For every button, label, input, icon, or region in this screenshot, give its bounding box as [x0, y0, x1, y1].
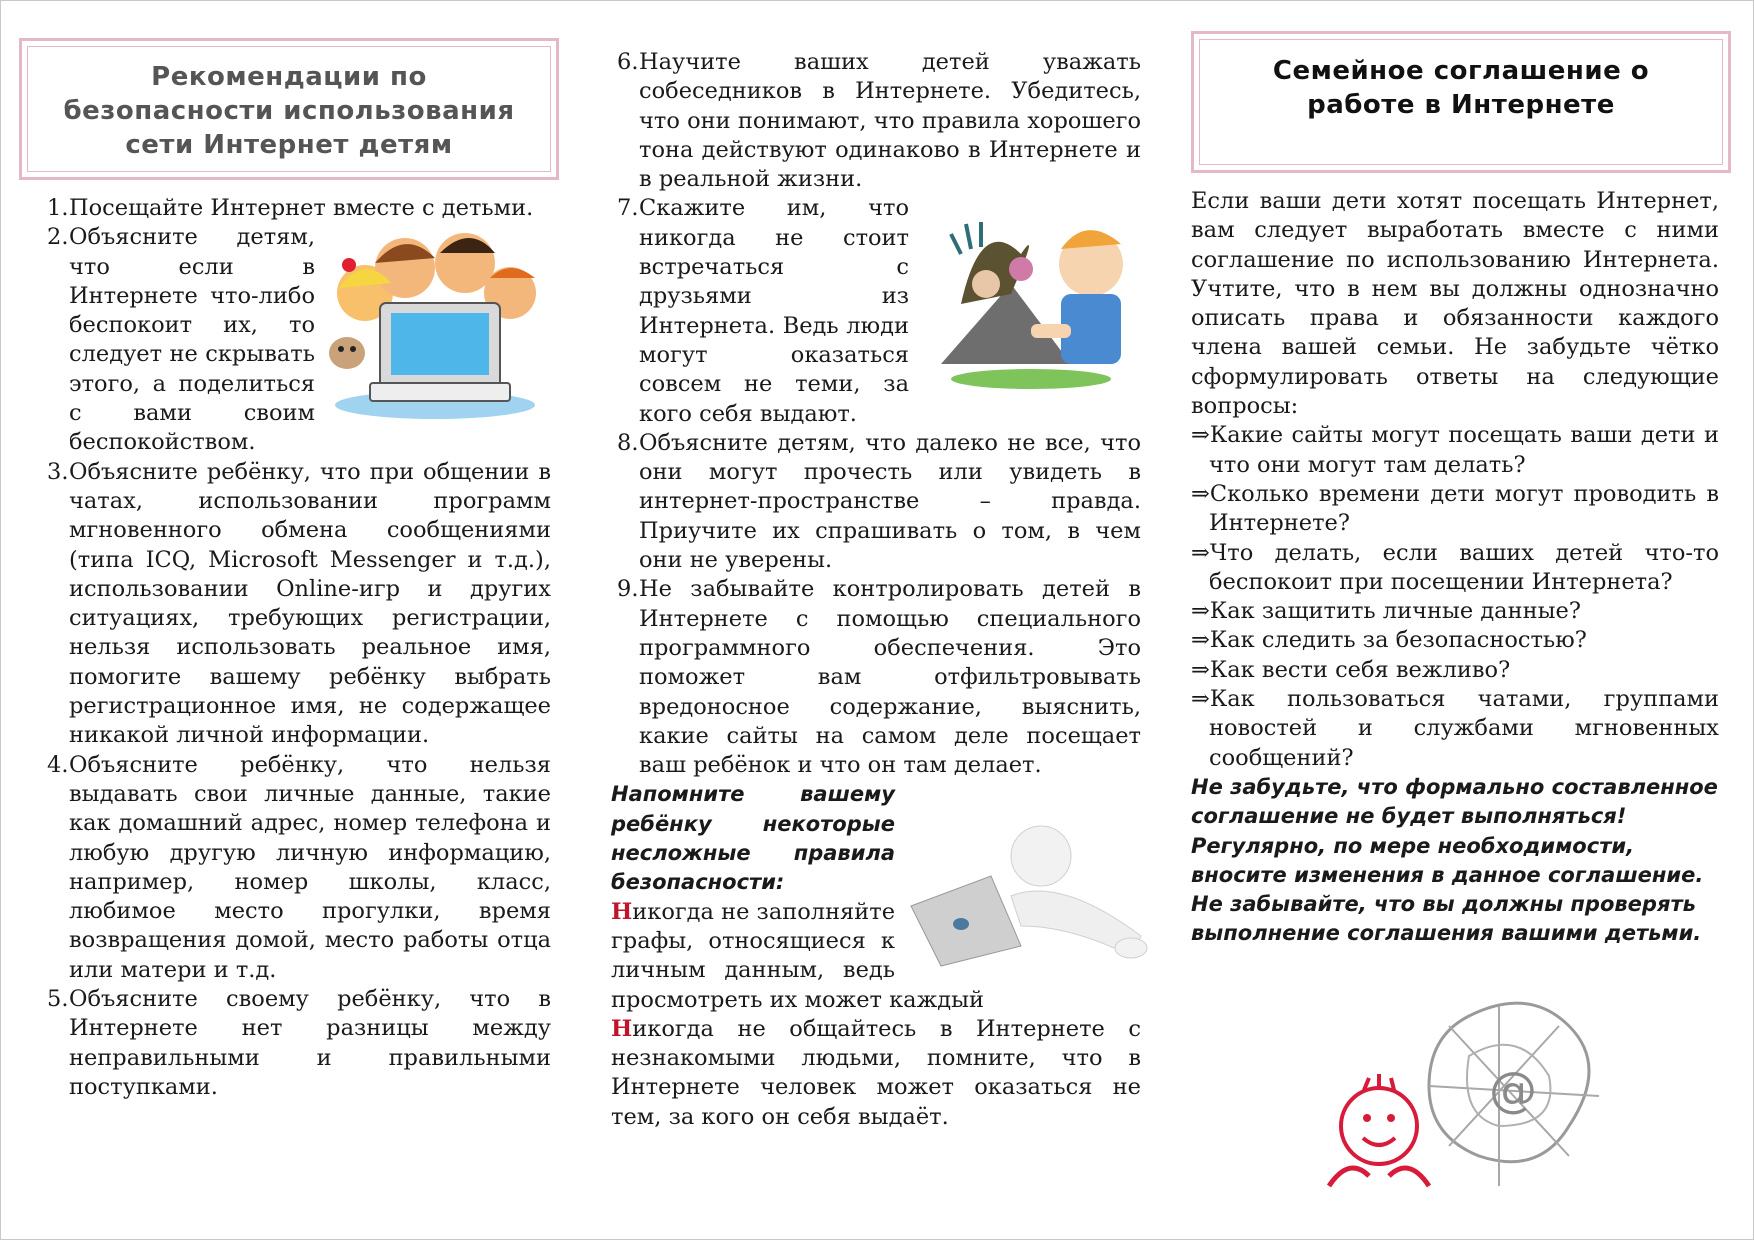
left-item-2: 2. Объясните детям, что если в Интернете что-либо беспокоит их, то следует не скрывать этого, а поделиться с вами своим беспокойством.: [41, 223, 551, 457]
left-item-3: 3. Объясните ребёнку, что при общении в чатах, использовании программ мгновенного обмена сообщениями (типа ICQ, Microsoft Messenger и т.д.), использовании Online-игр и других ситуациях, требующих регистрации, нельзя использовать реальное имя, помогите вашему ребёнку выбрать регистрационное имя, не содержащее никакой личной информации.: [47, 458, 551, 749]
right-column: [1191, 187, 1719, 949]
left-title-frame: [19, 38, 559, 180]
kids-computer-illustration: [325, 223, 547, 423]
question-item: ⇒Какие сайты могут посещать ваши дети и что они могут там делать?: [1191, 422, 1719, 478]
question-item: ⇒Что делать, если ваших детей что-то беспокоит при посещении Интернета?: [1191, 539, 1719, 595]
left-title: Рекомендации по безопасности использования сети Интернет детям: [63, 62, 515, 160]
rule-1-initial: Н: [611, 898, 633, 925]
right-intro: Если ваши дети хотят посещать Интернет, вам следует выработать вместе с ними соглашение по использованию Интернета. Учтите, что в нем вы должны однозначно описать права и обязанности каждого члена вашей семьи. Не забудьте чётко сформулировать ответы на следующие вопросы:: [1191, 188, 1719, 420]
right-title-frame: [1191, 31, 1731, 173]
question-item: ⇒Как пользоваться чатами, группами новостей и службами мгновенных сообщений?: [1191, 686, 1719, 771]
arrow-icon: ⇒: [1191, 656, 1210, 683]
middle-column: [611, 48, 1141, 1132]
closing-note: Не забудьте, что формально составленное соглашение не будет выполняться! Регулярно, по мере необходимости, вносите изменения в данное соглашение. Не забывайте, что вы должны проверять выполнение соглашения вашими детьми.: [1191, 774, 1718, 946]
question-item: ⇒Как вести себя вежливо?: [1191, 656, 1511, 683]
arrow-icon: ⇒: [1191, 422, 1210, 449]
figure-laptop-illustration: [901, 816, 1151, 976]
middle-item-6: 6. Научите ваших детей уважать собеседников в Интернете. Убедитесь, что они понимают, что правила хорошего тона действуют одинаково в Интернете и в реальной жизни.: [617, 49, 1141, 193]
left-item-5: 5. Объясните своему ребёнку, что в Интернете нет разницы между неправильными и правильными поступками.: [47, 986, 551, 1100]
boy-laptop-monsters-illustration: [921, 194, 1141, 394]
arrow-icon: ⇒: [1191, 627, 1210, 654]
arrow-icon: ⇒: [1191, 539, 1210, 566]
middle-item-9: 9. Не забывайте контролировать детей в Интернете с помощью специального программного обеспечения. Это поможет вам отфильтровывать вредоносное содержание, выяснить, какие сайты на самом деле посещает ваш ребёнок и что он там делает.: [617, 576, 1141, 779]
question-item: ⇒Как следить за безопасностью?: [1191, 627, 1587, 654]
arrow-icon: ⇒: [1191, 598, 1210, 625]
right-title: Семейное соглашение о работе в Интернете: [1272, 56, 1650, 120]
child-web-at-illustration: [1319, 986, 1609, 1196]
middle-item-7: 7. Скажите им, что никогда не стоит встречаться с друзьями из Интернета. Ведь люди могут оказаться совсем не теми, за кого себя выдают.: [611, 194, 1141, 428]
rules-reminder: Напомните вашему ребёнку некоторые несложные правила безопасности:: [611, 782, 895, 895]
question-item: ⇒Сколько времени дети могут проводить в Интернете?: [1191, 480, 1719, 537]
rules-block: [611, 780, 1141, 1132]
left-item-1: 1. Посещайте Интернет вместе с детьми.: [47, 195, 534, 221]
questions-list: [1191, 421, 1719, 773]
rule-2: Никогда не общайтесь в Интернете с незнакомыми людьми, помните, что в Интернете человек может оказаться не тем, за кого он себя выдаёт.: [611, 1015, 1141, 1130]
left-column: [41, 194, 551, 1102]
left-item-4: 4. Объясните ребёнку, что нельзя выдавать свои личные данные, такие как домашний адрес, номер телефона и любую другую личную информацию, например, номер школы, класс, любимое место прогулки, время возвращения домой, место работы отца или матери и т.д.: [47, 751, 551, 983]
middle-item-8: 8. Объясните детям, что далеко не все, что они могут прочесть или увидеть в интернет-пространстве – правда. Приучите их спрашивать о том, в чем они не уверены.: [617, 429, 1141, 574]
arrow-icon: ⇒: [1191, 480, 1210, 507]
arrow-icon: ⇒: [1191, 686, 1210, 713]
rule-1: Никогда не заполняйте графы, относящиеся к личным данным, ведь просмотреть их может каждый: [611, 898, 985, 1013]
rule-2-initial: Н: [611, 1015, 633, 1042]
question-item: ⇒Как защитить личные данные?: [1191, 598, 1581, 625]
svg-text:@: @: [1489, 1062, 1537, 1118]
